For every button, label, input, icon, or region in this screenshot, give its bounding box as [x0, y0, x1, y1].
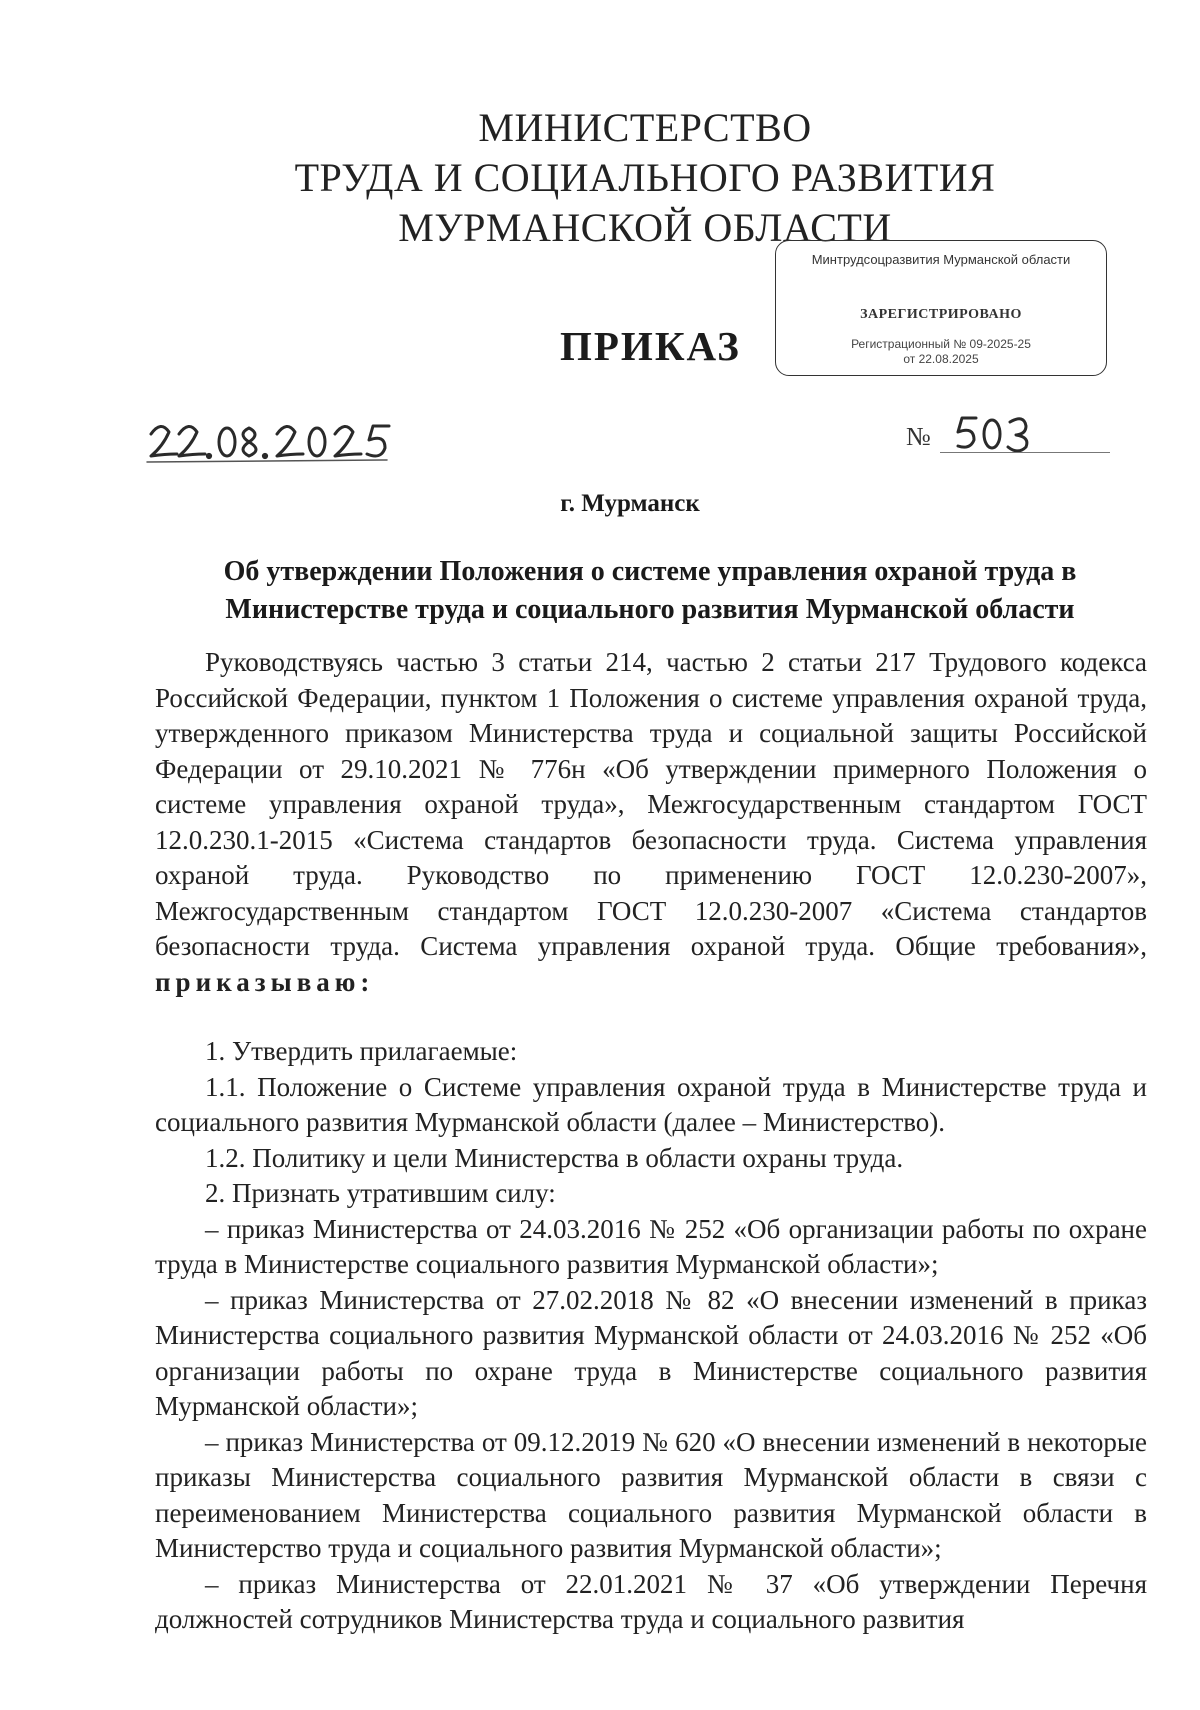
list-item: 1.2. Политику и цели Министерства в области охраны труда. [205, 1142, 904, 1173]
list-item: – приказ Министерства от 09.12.2019 № 620 «О внесении изменений в некоторые приказы Министерства социального развития Мурманской области в связи с переименованием Министерства социального развития Мурманской области в Министерство труда и социального развития Мурманской области»; [155, 1426, 1147, 1563]
order-word: приказываю: [155, 966, 375, 997]
city-name: г. Мурманск [560, 490, 700, 517]
list-item: – приказ Министерства от 24.03.2016 № 252 «Об организации работы по охране труда в Министерстве социального развития Мурманской области»; [155, 1213, 1147, 1279]
order-number-label: № [906, 422, 931, 451]
stamp-registration [776, 337, 1106, 367]
handwritten-date [145, 414, 395, 464]
ministry-name-line1: МИНИСТЕРСТВО [478, 105, 812, 150]
list-item: 1. Утвердить прилагаемые: [205, 1036, 518, 1066]
handwritten-number-graphic [950, 412, 1040, 454]
order-body [155, 645, 1147, 1638]
registration-stamp [775, 240, 1107, 376]
ministry-name-line3: МУРМАНСКОЙ ОБЛАСТИ [398, 205, 892, 250]
stamp-reg-number: Регистрационный № 09-2025-25 [851, 337, 1031, 351]
list-item: 2. Признать утратившим силу: [205, 1178, 556, 1208]
paragraph-gap [155, 1000, 1147, 1034]
order-number-underline [940, 452, 1110, 453]
ministry-name-line2: ТРУДА И СОЦИАЛЬНОГО РАЗВИТИЯ [294, 155, 996, 200]
stamp-organization: Минтрудсоцразвития Мурманской области [811, 252, 1071, 267]
handwritten-order-number [950, 412, 1040, 454]
stamp-status: ЗАРЕГИСТРИРОВАНО [860, 307, 1022, 322]
preamble-paragraph [155, 645, 1147, 1000]
handwritten-date-graphic [145, 414, 395, 464]
list-item: – приказ Министерства от 27.02.2018 № 82 «О внесении изменений в приказ Министерства социального развития Мурманской области от 24.03.2016 № 252 «Об организации работы по охране труда в Министерстве социального развития Мурманской области»; [155, 1284, 1147, 1421]
list-item: 1.1. Положение о Системе управления охраной труда в Министерстве труда и социального развития Мурманской области (далее – Министерство). [155, 1071, 1147, 1137]
list-item: – приказ Министерства от 22.01.2021 № 37 «Об утверждении Перечня должностей сотрудников Министерства труда и социального развития [155, 1568, 1147, 1634]
stamp-reg-date: от 22.08.2025 [903, 352, 979, 366]
preamble-text: Руководствуясь частью 3 статьи 214, частью 2 статьи 217 Трудового кодекса Российской Федерации, пунктом 1 Положения о системе управления охраной труда, утвержденного приказом Министерства труда и социальной защиты Российской Федерации от 29.10.2021 № 776н «Об утверждении примерного Положения о системе управления охраной труда», Межгосударственным стандартом ГОСТ 12.0.230.1-2015 «Система стандартов безопасности труда. Система управления охраной труда. Руководство по применению ГОСТ 12.0.230-2007», Межгосударственным стандартом ГОСТ 12.0.230-2007 «Система стандартов безопасности труда. Система управления охраной труда. Общие требования», [155, 647, 1147, 961]
order-subject: Об утверждении Положения о системе управления охраной труда в Министерстве труда и социального развития Мурманской области [223, 556, 1077, 625]
document-type-title: ПРИКАЗ [560, 323, 741, 369]
